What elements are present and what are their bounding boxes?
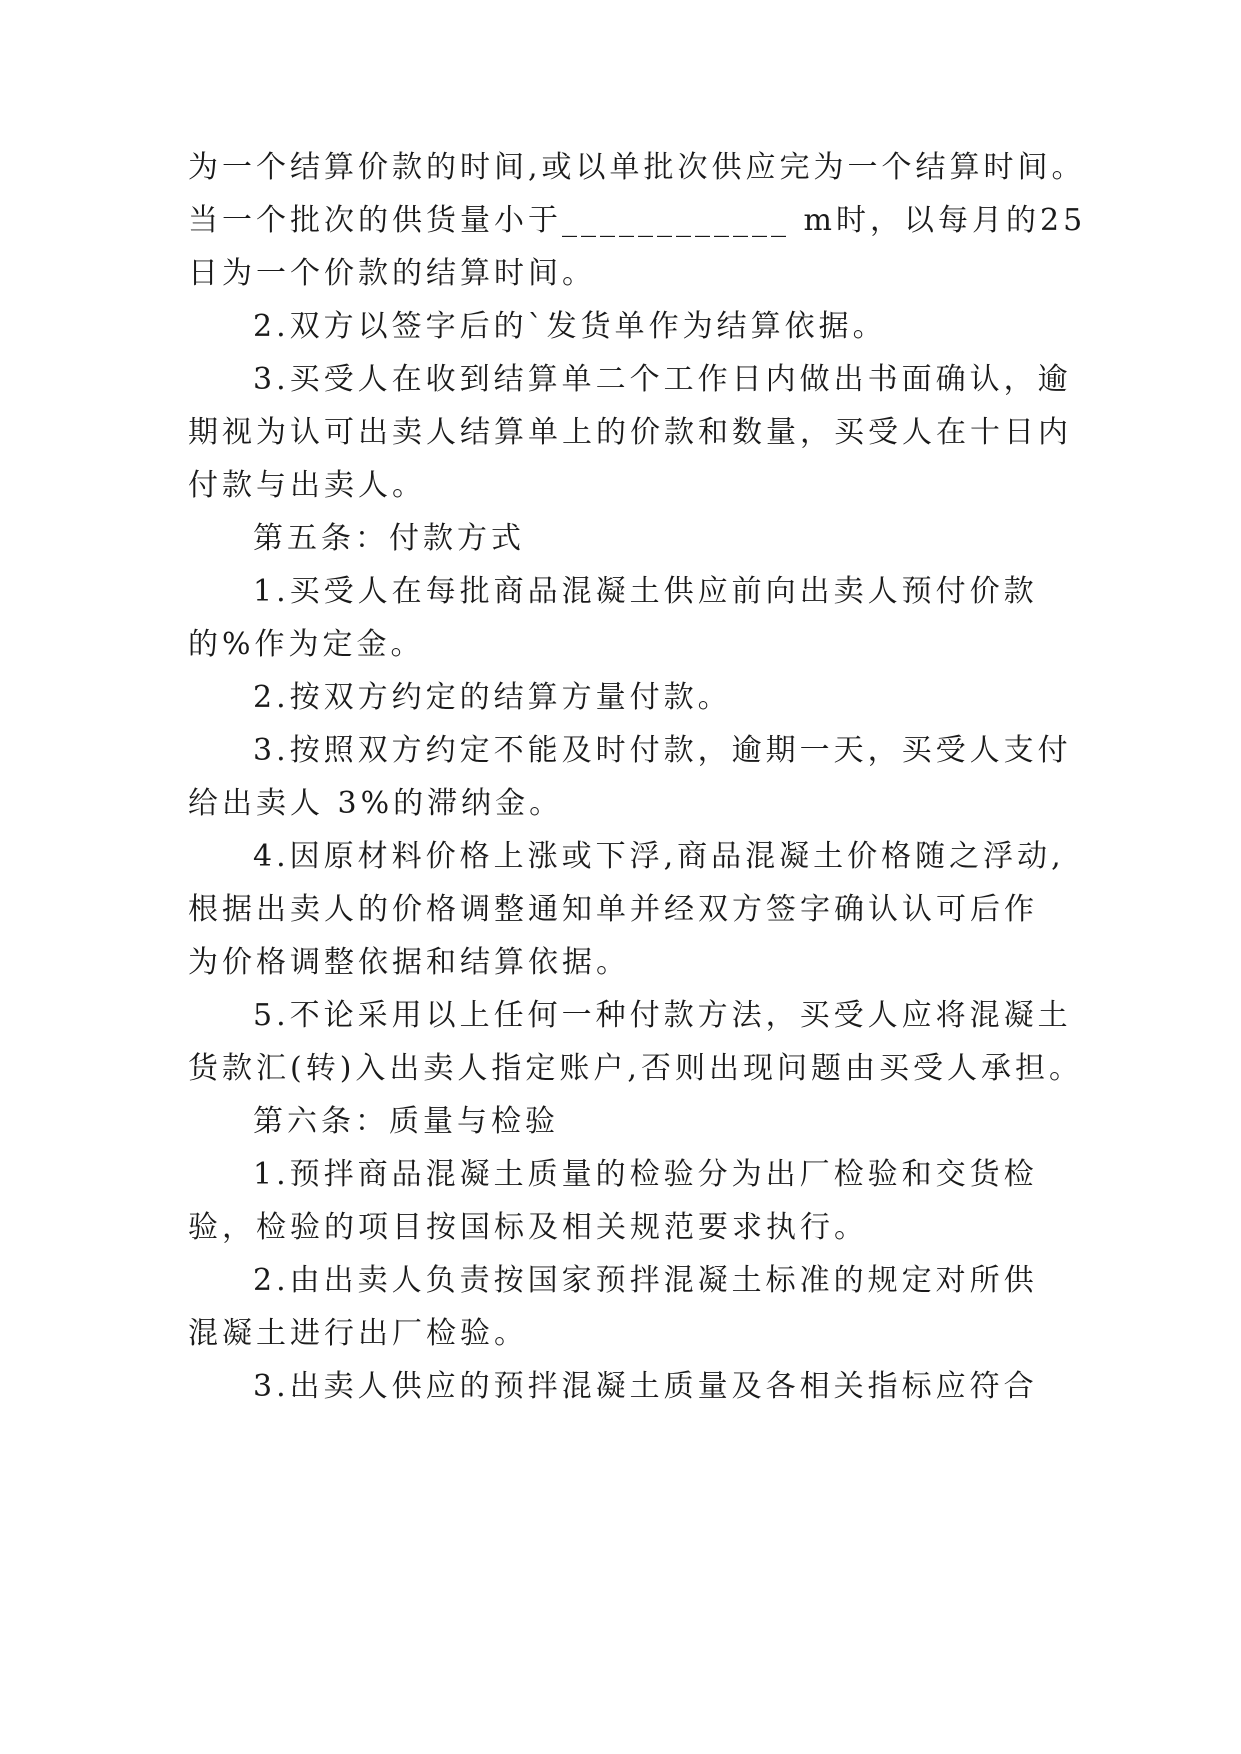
text-line: 2.由出卖人负责按国家预拌混凝土标准的规定对所供 xyxy=(253,1263,1038,1298)
section-heading: 第六条：质量与检验 xyxy=(253,1104,559,1139)
text-line: 混凝土进行出厂检验。 xyxy=(188,1316,528,1351)
section-heading: 第五条：付款方式 xyxy=(253,521,525,556)
text-line: 根据出卖人的价格调整通知单并经双方签字确认认可后作 xyxy=(188,892,1038,927)
text-line: 货款汇(转)入出卖人指定账户,否则出现问题由买受人承担。 xyxy=(188,1051,1083,1086)
text-line: 当一个批次的供货量小于____________ m时，以每月的25 xyxy=(188,203,1087,238)
text-line: 2.双方以签字后的`发货单作为结算依据。 xyxy=(253,309,887,344)
text-line: 的%作为定金。 xyxy=(188,627,425,662)
text-line: 为价格调整依据和结算依据。 xyxy=(188,945,630,980)
text-line: 2.按双方约定的结算方量付款。 xyxy=(253,680,732,715)
text-line: 付款与出卖人。 xyxy=(188,468,426,503)
text-line: 日为一个价款的结算时间。 xyxy=(188,256,596,291)
text-line: 4.因原材料价格上涨或下浮,商品混凝土价格随之浮动, xyxy=(253,839,1065,874)
text-line: 5.不论采用以上任何一种付款方法，买受人应将混凝土 xyxy=(253,998,1072,1033)
text-line: 3.按照双方约定不能及时付款，逾期一天，买受人支付 xyxy=(253,733,1072,768)
text-line: 为一个结算价款的时间,或以单批次供应完为一个结算时间。 xyxy=(188,150,1086,185)
text-line: 3.出卖人供应的预拌混凝土质量及各相关指标应符合 xyxy=(253,1369,1038,1404)
text-line: 给出卖人 3%的滞纳金。 xyxy=(188,786,564,821)
text-line: 1.预拌商品混凝土质量的检验分为出厂检验和交货检 xyxy=(253,1157,1038,1192)
text-line: 1.买受人在每批商品混凝土供应前向出卖人预付价款 xyxy=(253,574,1038,609)
text-line: 验，检验的项目按国标及相关规范要求执行。 xyxy=(188,1210,868,1245)
text-line: 3.买受人在收到结算单二个工作日内做出书面确认，逾 xyxy=(253,362,1072,397)
text-line: 期视为认可出卖人结算单上的价款和数量，买受人在十日内 xyxy=(188,415,1072,450)
